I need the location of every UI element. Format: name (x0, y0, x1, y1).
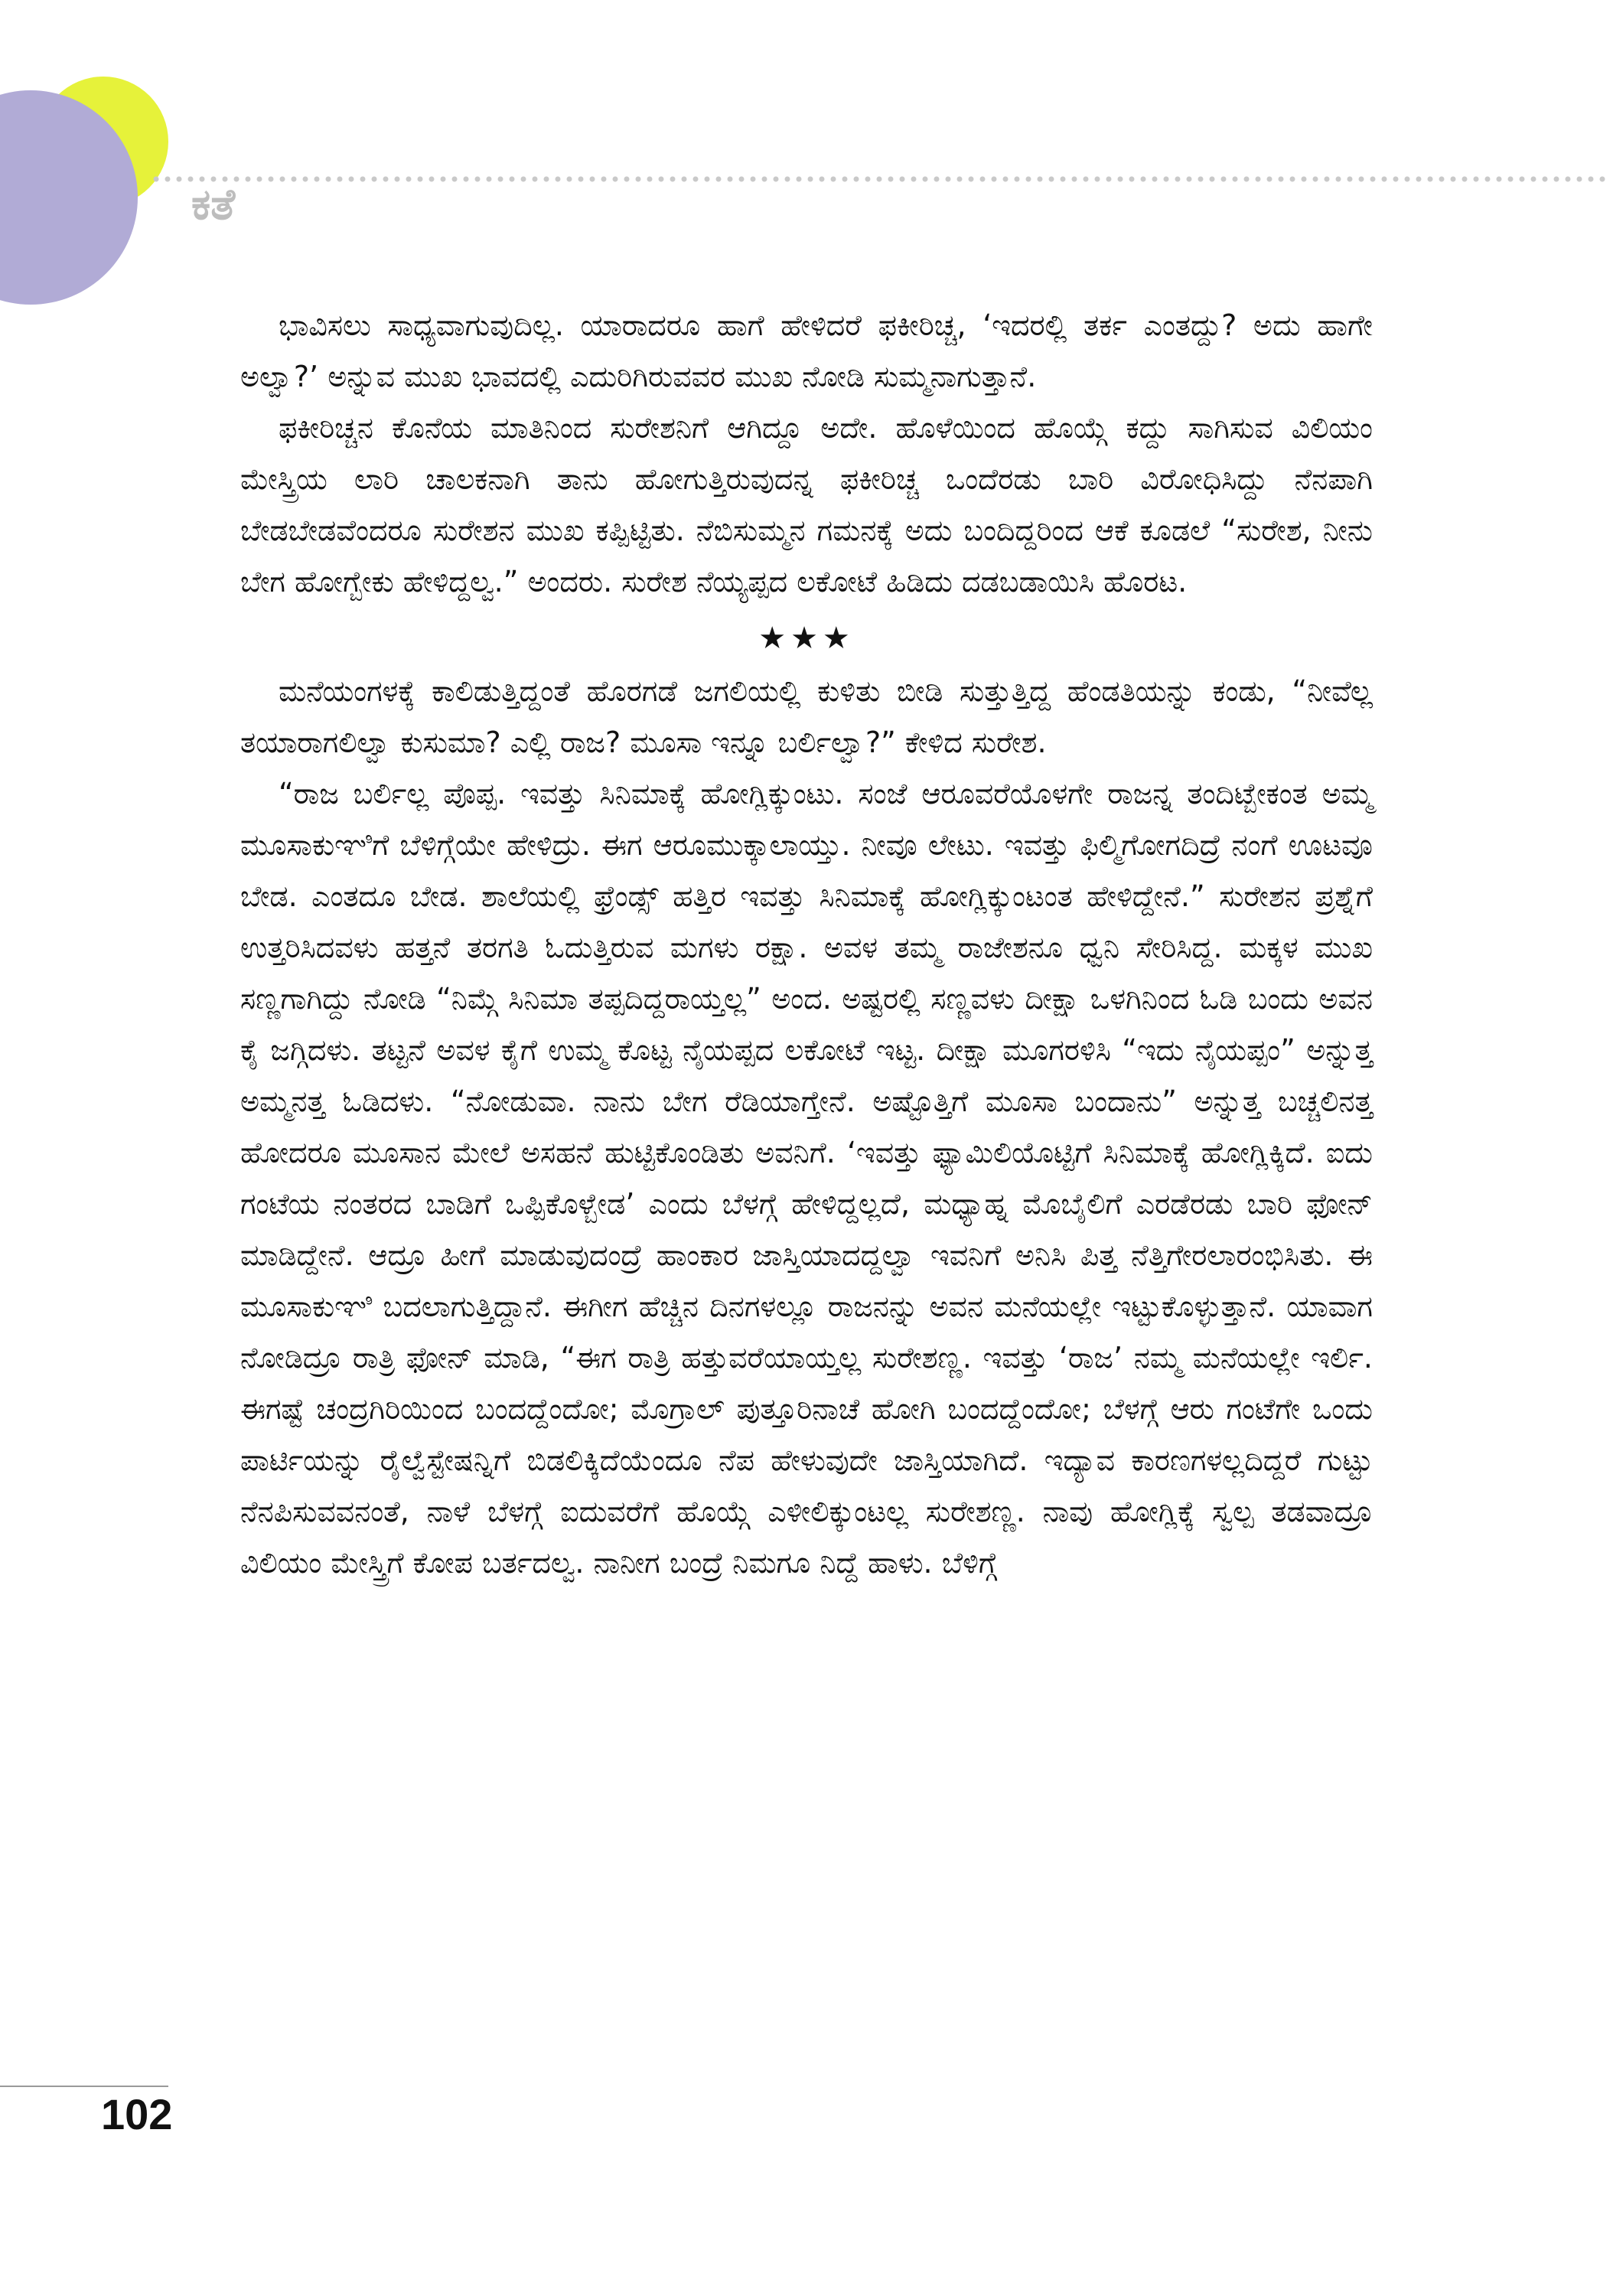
paragraph: “ರಾಜ ಬರ್ಲಿಲ್ಲ ಪೊಪ್ಪ. ಇವತ್ತು ಸಿನಿಮಾಕ್ಕೆ ಹೋಗ್ಲಿಕ್ಕುಂಟು. ಸಂಜೆ ಆರೂವರೆಯೊಳಗೇ ರಾಜನ್ನ ತಂದಿಟ್ಬೇಕಂತ ಅಮ್ಮ ಮೂಸಾಕುಞಿಗೆ ಬೆಳಿಗ್ಗೆಯೇ ಹೇಳಿದ್ರು. ಈಗ ಆರೂಮುಕ್ಕಾಲಾಯ್ತು. ನೀವೂ ಲೇಟು. ಇವತ್ತು ಫಿಲ್ಮಿಗೋಗದಿದ್ರೆ ನಂಗೆ ಊಟವೂ ಬೇಡ. ಎಂತದೂ ಬೇಡ. ಶಾಲೆಯಲ್ಲಿ ಫ್ರೆಂಡ್ಸ್ ಹತ್ತಿರ ಇವತ್ತು ಸಿನಿಮಾಕ್ಕೆ ಹೋಗ್ಲಿಕ್ಕುಂಟಂತ ಹೇಳಿದ್ದೇನೆ.” ಸುರೇಶನ ಪ್ರಶ್ನೆಗೆ ಉತ್ತರಿಸಿದವಳು ಹತ್ತನೆ ತರಗತಿ ಓದುತ್ತಿರುವ ಮಗಳು ರಕ್ಷಾ. ಅವಳ ತಮ್ಮ ರಾಜೇಶನೂ ಧ್ವನಿ ಸೇರಿಸಿದ್ದ. ಮಕ್ಕಳ ಮುಖ ಸಣ್ಣಗಾಗಿದ್ದು ನೋಡಿ “ನಿಮ್ಗೆ ಸಿನಿಮಾ ತಪ್ಪದಿದ್ದರಾಯ್ತಲ್ಲ” ಅಂದ. ಅಷ್ಟರಲ್ಲಿ ಸಣ್ಣವಳು ದೀಕ್ಷಾ ಒಳಗಿನಿಂದ ಓಡಿ ಬಂದು ಅವನ ಕೈ ಜಗ್ಗಿದಳು. ತಟ್ಟನೆ ಅವಳ ಕೈಗೆ ಉಮ್ಮ ಕೊಟ್ಟ ನೈಯಪ್ಪದ ಲಕೋಟೆ ಇಟ್ಟ. ದೀಕ್ಷಾ ಮೂಗರಳಿಸಿ “ಇದು ನೈಯಪ್ಪಂ” ಅನ್ನುತ್ತ ಅಮ್ಮನತ್ತ ಓಡಿದಳು. “ನೋಡುವಾ. ನಾನು ಬೇಗ ರೆಡಿಯಾಗ್ತೇನೆ. ಅಷ್ಟೊತ್ತಿಗೆ ಮೂಸಾ ಬಂದಾನು” ಅನ್ನುತ್ತ ಬಚ್ಚಲಿನತ್ತ ಹೋದರೂ ಮೂಸಾನ ಮೇಲೆ ಅಸಹನೆ ಹುಟ್ಟಿಕೊಂಡಿತು ಅವನಿಗೆ. ‘ಇವತ್ತು ಫ್ಯಾಮಿಲಿಯೊಟ್ಟಿಗೆ ಸಿನಿಮಾಕ್ಕೆ ಹೋಗ್ಲಿಕ್ಕಿದೆ. ಐದು ಗಂಟೆಯ ನಂತರದ ಬಾಡಿಗೆ ಒಪ್ಪಿಕೊಳ್ಬೇಡ’ ಎಂದು ಬೆಳಗ್ಗೆ ಹೇಳಿದ್ದಲ್ಲದೆ, ಮಧ್ಯಾಹ್ನ ಮೊಬೈಲಿಗೆ ಎರಡೆರಡು ಬಾರಿ ಫೋನ್ ಮಾಡಿದ್ದೇನೆ. ಆದ್ರೂ ಹೀಗೆ ಮಾಡುವುದಂದ್ರೆ ಹಾಂಕಾರ ಜಾಸ್ತಿಯಾದದ್ದಲ್ವಾ ಇವನಿಗೆ ಅನಿಸಿ ಪಿತ್ತ ನೆತ್ತಿಗೇರಲಾರಂಭಿಸಿತು. ಈ ಮೂಸಾಕುಞಿ ಬದಲಾಗುತ್ತಿದ್ದಾನೆ. ಈಗೀಗ ಹೆಚ್ಚಿನ ದಿನಗಳಲ್ಲೂ ರಾಜನನ್ನು ಅವನ ಮನೆಯಲ್ಲೇ ಇಟ್ಟುಕೊಳ್ಳುತ್ತಾನೆ. ಯಾವಾಗ ನೋಡಿದ್ರೂ ರಾತ್ರಿ ಫೋನ್ ಮಾಡಿ, “ಈಗ ರಾತ್ರಿ ಹತ್ತುವರೆಯಾಯ್ತಲ್ಲ ಸುರೇಶಣ್ಣ. ಇವತ್ತು ‘ರಾಜ’ ನಮ್ಮ ಮನೆಯಲ್ಲೇ ಇರ್ಲಿ. ಈಗಷ್ಟೆ ಚಂದ್ರಗಿರಿಯಿಂದ ಬಂದದ್ದೆಂದೋ; ಮೊಗ್ರಾಲ್ ಪುತ್ತೂರಿನಾಚೆ ಹೋಗಿ ಬಂದದ್ದೆಂದೋ; ಬೆಳಗ್ಗೆ ಆರು ಗಂಟೆಗೇ ಒಂದು ಪಾರ್ಟಿಯನ್ನು ರೈಲ್ವೆಸ್ಟೇಷನ್ನಿಗೆ ಬಿಡಲಿಕ್ಕಿದೆಯೆಂದೂ ನೆಪ ಹೇಳುವುದೇ ಜಾಸ್ತಿಯಾಗಿದೆ. ಇದ್ಯಾವ ಕಾರಣಗಳಲ್ಲದಿದ್ದರೆ ಗುಟ್ಟು ನೆನಪಿಸುವವನಂತೆ, ನಾಳೆ ಬೆಳಗ್ಗೆ ಐದುವರೆಗೆ ಹೊಯ್ಗೆ ಎಳೀಲಿಕ್ಕುಂಟಲ್ಲ ಸುರೇಶಣ್ಣ. ನಾವು ಹೋಗ್ಲಿಕ್ಕೆ ಸ್ವಲ್ಪ ತಡವಾದ್ರೂ ವಿಲಿಯಂ ಮೇಸ್ತ್ರಿಗೆ ಕೋಪ ಬರ್ತದಲ್ವ. ನಾನೀಗ ಬಂದ್ರೆ ನಿಮಗೂ ನಿದ್ದೆ ಹಾಳು. ಬೆಳಿಗ್ಗೆ (240, 777, 1373, 1580)
paragraph: ಭಾವಿಸಲು ಸಾಧ್ಯವಾಗುವುದಿಲ್ಲ. ಯಾರಾದರೂ ಹಾಗೆ ಹೇಳಿದರೆ ಫಕೀರಿಚ್ಚ, ‘ಇದರಲ್ಲಿ ತರ್ಕ ಎಂತದ್ದು? ಅದು ಹಾಗೇ ಅಲ್ವಾ?’ ಅನ್ನುವ ಮುಖ ಭಾವದಲ್ಲಿ ಎದುರಿಗಿರುವವರ ಮುಖ ನೋಡಿ ಸುಮ್ಮನಾಗುತ್ತಾನೆ. (240, 308, 1373, 393)
dotted-rule (153, 172, 1613, 186)
story-text (240, 300, 1373, 1589)
section-label: ಕತೆ (191, 180, 236, 230)
section-separator: ★★★ (758, 621, 855, 656)
footer-rule (0, 2086, 168, 2087)
corner-decoration (0, 0, 199, 321)
page-number: 102 (101, 2090, 173, 2138)
paragraph: ಮನೆಯಂಗಳಕ್ಕೆ ಕಾಲಿಡುತ್ತಿದ್ದಂತೆ ಹೊರಗಡೆ ಜಗಲಿಯಲ್ಲಿ ಕುಳಿತು ಬೀಡಿ ಸುತ್ತುತ್ತಿದ್ದ ಹೆಂಡತಿಯನ್ನು ಕಂಡು, “ನೀವೆಲ್ಲ ತಯಾರಾಗಲಿಲ್ವಾ ಕುಸುಮಾ? ಎಲ್ಲಿ ರಾಜ? ಮೂಸಾ ಇನ್ನೂ ಬರ್ಲಿಲ್ವಾ?” ಕೇಳಿದ ಸುರೇಶ. (240, 674, 1373, 759)
paragraph: ಫಕೀರಿಚ್ಚನ ಕೊನೆಯ ಮಾತಿನಿಂದ ಸುರೇಶನಿಗೆ ಆಗಿದ್ದೂ ಅದೇ. ಹೊಳೆಯಿಂದ ಹೊಯ್ಗೆ ಕದ್ದು ಸಾಗಿಸುವ ವಿಲಿಯಂ ಮೇಸ್ತ್ರಿಯ ಲಾರಿ ಚಾಲಕನಾಗಿ ತಾನು ಹೋಗುತ್ತಿರುವುದನ್ನ ಫಕೀರಿಚ್ಚ ಒಂದೆರಡು ಬಾರಿ ವಿರೋಧಿಸಿದ್ದು ನೆನಪಾಗಿ ಬೇಡಬೇಡವೆಂದರೂ ಸುರೇಶನ ಮುಖ ಕಪ್ಪಿಟ್ಟಿತು. ನೆಬಿಸುಮ್ಮನ ಗಮನಕ್ಕೆ ಅದು ಬಂದಿದ್ದರಿಂದ ಆಕೆ ಕೂಡಲೆ “ಸುರೇಶ, ನೀನು ಬೇಗ ಹೋಗ್ಬೇಕು ಹೇಳಿದ್ದಲ್ವ.” ಅಂದರು. ಸುರೇಶ ನೆಯ್ಯಪ್ಪದ ಲಕೋಟೆ ಹಿಡಿದು ದಡಬಡಾಯಿಸಿ ಹೊರಟ. (240, 411, 1373, 598)
